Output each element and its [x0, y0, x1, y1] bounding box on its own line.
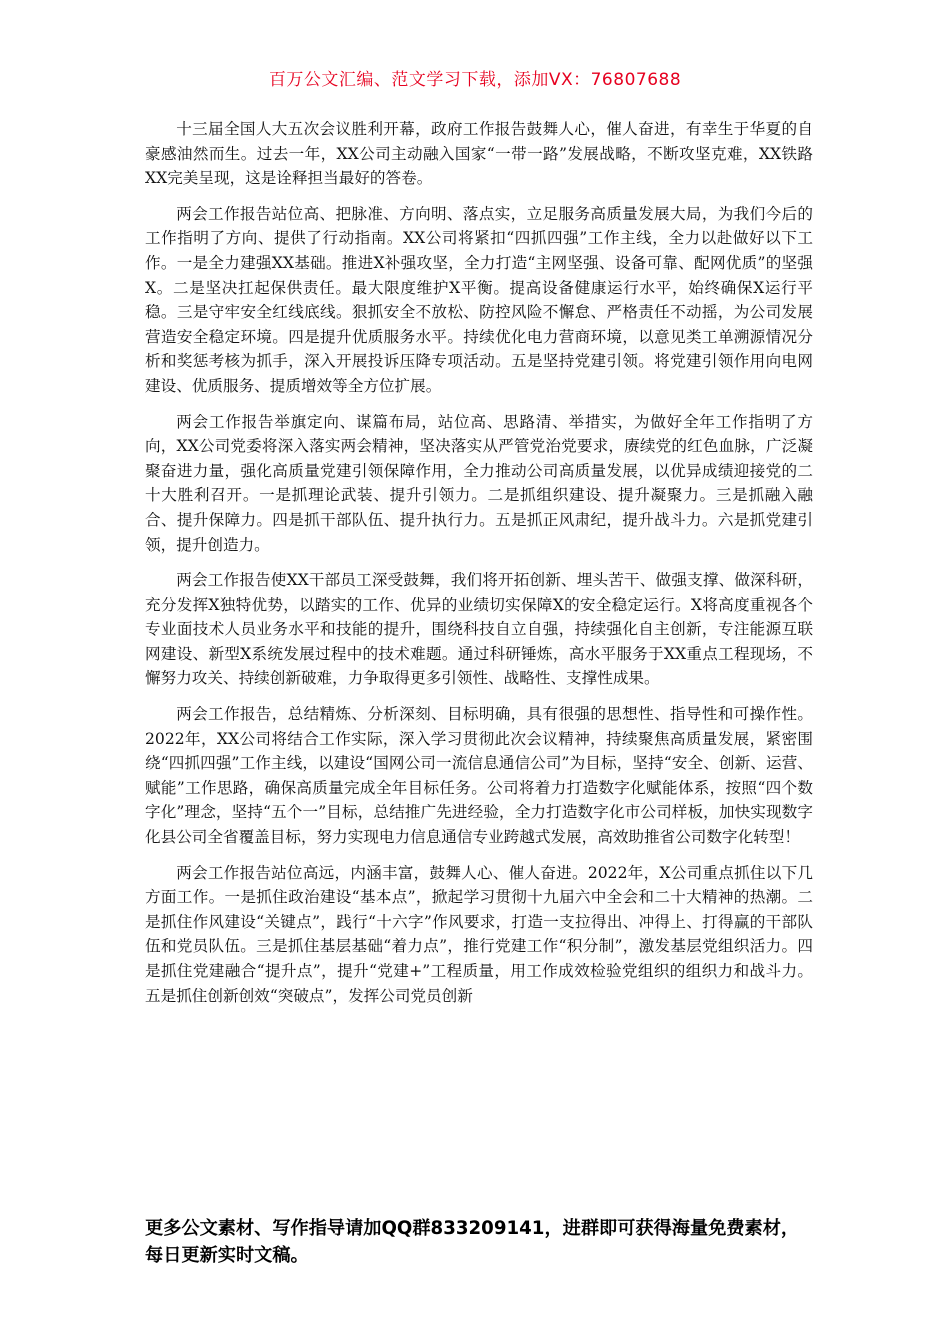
paragraph-6: 两会工作报告站位高远，内涵丰富，鼓舞人心、催人奋进。2022年，X公司重点抓住以下几方面工作。一是抓住政治建设“基本点”，掀起学习贯彻十九届六中全会和二十大精神的热潮。二是抓住作风建设“关键点”，践行“十六字”作风要求，打造一支拉得出、冲得上、打得赢的干部队伍和党员队伍。三是抓住基层基础“着力点”，推行党建工作“积分制”，激发基层党组织活力。四是抓住党建融合“提升点”，提升“党建+”工程质量，用工作成效检验党组织的组织力和战斗力。五是抓住创新创效“突破点”，发挥公司党员创新: [145, 863, 813, 1005]
paragraph-5: 两会工作报告，总结精炼、分析深刻、目标明确，具有很强的思想性、指导性和可操作性。2022年，XX公司将结合工作实际，深入学习贯彻此次会议精神，持续聚焦高质量发展，紧密围绕“四抓四强”工作主线，以建设“国网公司一流信息通信公司”为目标，坚持“安全、创新、运营、赋能”工作思路，确保高质量完成全年目标任务。公司将着力打造数字化赋能体系，按照“四个数字化”理念，坚持“五个一”目标，总结推广先进经验，全力打造数字化市公司样板，加快实现数字化县公司全省覆盖目标，努力实现电力信息通信专业跨越式发展，高效助推省公司数字化转型！: [145, 705, 813, 847]
paragraph-4: 两会工作报告使XX干部员工深受鼓舞，我们将开拓创新、埋头苦干、做强支撑、做深科研，充分发挥X独特优势，以踏实的工作、优异的业绩切实保障X的安全稳定运行。X将高度重视各个专业面技术人员业务水平和技能的提升，围绕科技自立自强，持续强化自主创新，专注能源互联网建设、新型X系统发展过程中的技术难题。通过科研锤炼，高水平服务于XX重点工程现场，不懈努力攻关、持续创新破难，力争取得更多引领性、战略性、支撑性成果。: [145, 571, 813, 688]
article-body: [145, 117, 813, 1019]
header-banner: 百万公文汇编、范文学习下载，添加VX：76807688: [268, 70, 682, 90]
paragraph-2: 两会工作报告站位高、把脉准、方向明、落点实，立足服务高质量发展大局，为我们今后的工作指明了方向、提供了行动指南。XX公司将紧扣“四抓四强”工作主线，全力以赴做好以下工作。一是全力建强XX基础。推进X补强攻坚，全力打造“主网坚强、设备可靠、配网优质”的坚强X。二是坚决扛起保供责任。最大限度维护X平衡。提高设备健康运行水平，始终确保X运行平稳。三是守牢安全红线底线。狠抓安全不放松、防控风险不懈怠、严格责任不动摇，为公司发展营造安全稳定环境。四是提升优质服务水平。持续优化电力营商环境，以意见类工单溯源情况分析和奖惩考核为抓手，深入开展投诉压降专项活动。五是坚持党建引领。将党建引领作用向电网建设、优质服务、提质增效等全方位扩展。: [145, 204, 813, 395]
paragraph-3: 两会工作报告举旗定向、谋篇布局，站位高、思路清、举措实，为做好全年工作指明了方向，XX公司党委将深入落实两会精神，坚决落实从严管党治党要求，赓续党的红色血脉，广泛凝聚奋进力量，强化高质量党建引领保障作用，全力推动公司高质量发展，以优异成绩迎接党的二十大胜利召开。一是抓理论武装、提升引领力。二是抓组织建设、提升凝聚力。三是抓融入融合、提升保障力。四是抓干部队伍、提升执行力。五是抓正风肃纪，提升战斗力。六是抓党建引领，提升创造力。: [145, 412, 813, 554]
paragraph-1: 十三届全国人大五次会议胜利开幕，政府工作报告鼓舞人心，催人奋进，有幸生于华夏的自豪感油然而生。过去一年，XX公司主动融入国家“一带一路”发展战略，不断攻坚克难，XX铁路XX完美呈现，这是诠释担当最好的答卷。: [145, 120, 813, 188]
footer-promo: 更多公文素材、写作指导请加QQ群833209141，进群即可获得海量免费素材，每日更新实时文稿。: [145, 1218, 800, 1266]
